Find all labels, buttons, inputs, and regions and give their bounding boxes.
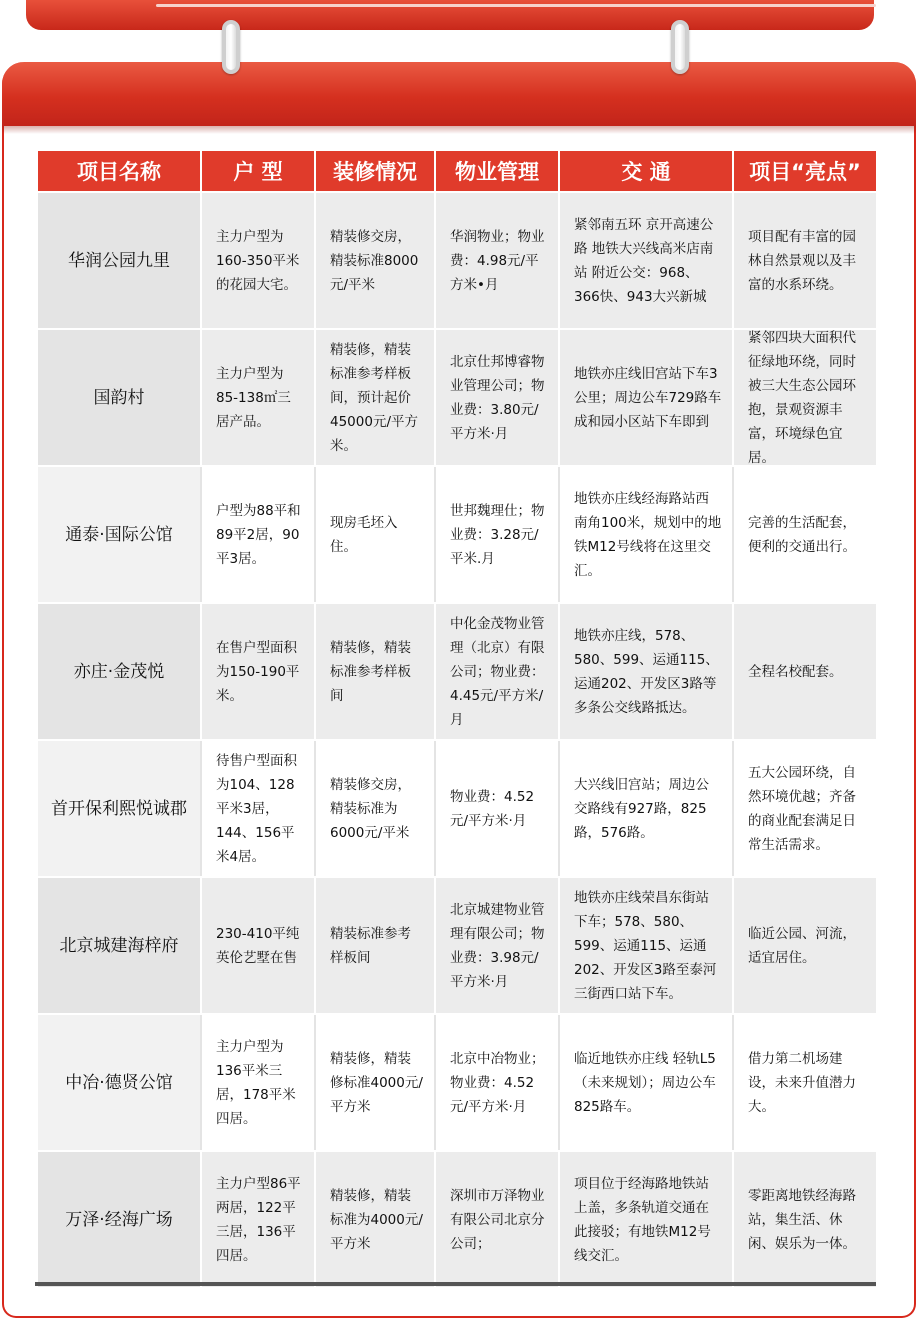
table-row (38, 1013, 876, 1150)
table-bottom-rule (35, 1282, 876, 1286)
hanging-ring-left (222, 20, 240, 74)
cell-highlight: 项目配有丰富的园林自然景观以及丰富的水系环绕。 (748, 228, 856, 293)
cell-decoration: 现房毛坯入住。 (316, 467, 436, 602)
cell-highlight: 五大公园环绕，自然环境优越；齐备的商业配套满足日常生活需求。 (748, 764, 856, 853)
cell-property: 世邦魏理仕；物业费：3.28元/平米.月 (436, 467, 560, 602)
cell-project-name: 华润公园九里 (38, 193, 202, 328)
cell-highlight: 借力第二机场建设，未来升值潜力大。 (748, 1050, 856, 1115)
cell-project-name: 北京城建海梓府 (38, 878, 202, 1013)
cell-decoration: 精装修，精装标准参考样板间，预计起价45000元/平方米。 (316, 330, 436, 465)
cell-decoration: 精装修交房，精装标准8000元/平米 (316, 193, 436, 328)
header-traffic: 交 通 (560, 151, 734, 191)
cell-highlight: 完善的生活配套，便利的交通出行。 (748, 514, 856, 555)
table-row (38, 328, 876, 465)
hanging-bar (26, 0, 874, 30)
cell-project-name: 万泽·经海广场 (38, 1152, 202, 1287)
header-property: 物业管理 (436, 151, 560, 191)
header-project-name: 项目名称 (38, 151, 202, 191)
cell-traffic: 地铁亦庄线荣昌东街站下车；578、580、599、运通115、运通202、开发区3路至泰河三街西口站下车。 (560, 878, 734, 1013)
cell-decoration: 精装修，精装修标准4000元/平方米 (316, 1015, 436, 1150)
cell-decoration: 精装修，精装标准为4000元/平方米 (316, 1152, 436, 1287)
cell-highlight: 全程名校配套。 (748, 663, 843, 680)
table-row (38, 465, 876, 602)
cell-decoration: 精装标准参考样板间 (316, 878, 436, 1013)
board-header-band (2, 62, 916, 126)
header-layout: 户 型 (202, 151, 316, 191)
cell-decoration: 精装修交房，精装标准为6000元/平米 (316, 741, 436, 876)
cell-layout: 户型为88平和89平2居，90平3居。 (202, 467, 316, 602)
cell-traffic: 地铁亦庄线经海路站西南角100米，规划中的地铁M12号线将在这里交汇。 (560, 467, 734, 602)
cell-property: 中化金茂物业管理（北京）有限公司；物业费：4.45元/平方米/月 (436, 604, 560, 739)
cell-layout: 主力户型为160-350平米的花园大宅。 (202, 193, 316, 328)
table-row (38, 191, 876, 328)
cell-traffic: 项目位于经海路地铁站上盖，多条轨道交通在此接驳；有地铁M12号线交汇。 (560, 1152, 734, 1287)
cell-traffic: 地铁亦庄线，578、580、599、运通115、运通202、开发区3路等多条公交线路抵达。 (560, 604, 734, 739)
cell-highlight: 零距离地铁经海路站，集生活、休闲、娱乐为一体。 (748, 1187, 856, 1252)
cell-decoration: 精装修，精装标准参考样板间 (316, 604, 436, 739)
table-row (38, 602, 876, 739)
header-decoration: 装修情况 (316, 151, 436, 191)
cell-layout: 主力户型86平两居，122平三居，136平四居。 (202, 1152, 316, 1287)
cell-property: 华润物业；物业费：4.98元/平方米•月 (436, 193, 560, 328)
cell-project-name: 亦庄·金茂悦 (38, 604, 202, 739)
cell-project-name: 首开保利熙悦诚郡 (38, 741, 202, 876)
cell-highlight: 临近公园、河流，适宜居住。 (748, 925, 856, 966)
cell-project-name: 国韵村 (38, 330, 202, 465)
cell-property: 北京仕邦博睿物业管理公司；物业费：3.80元/平方米·月 (436, 330, 560, 465)
project-table (38, 151, 876, 1287)
cell-project-name: 通泰·国际公馆 (38, 467, 202, 602)
cell-property: 物业费：4.52元/平方米·月 (436, 741, 560, 876)
table-header-row (38, 151, 876, 191)
table-row (38, 739, 876, 876)
cell-layout: 在售户型面积为150-190平米。 (202, 604, 316, 739)
cell-project-name: 中冶·德贤公馆 (38, 1015, 202, 1150)
hanging-bar-highlight (156, 4, 876, 7)
table-row (38, 876, 876, 1013)
cell-traffic: 大兴线旧宫站；周边公交路线有927路，825路，576路。 (560, 741, 734, 876)
cell-property: 北京中冶物业；物业费：4.52元/平方米·月 (436, 1015, 560, 1150)
cell-highlight: 紧邻四块大面积代征绿地环绕，同时被三大生态公园环抱，景观资源丰富，环境绿色宜居。 (748, 329, 856, 466)
hanging-ring-right (671, 20, 689, 74)
cell-layout: 主力户型为136平米三居，178平米四居。 (202, 1015, 316, 1150)
cell-traffic: 紧邻南五环 京开高速公路 地铁大兴线高米店南站 附近公交：968、366快、943大兴新城 (560, 193, 734, 328)
cell-layout: 待售户型面积为104、128平米3居，144、156平米4居。 (202, 741, 316, 876)
cell-layout: 主力户型为85-138㎡三居产品。 (202, 330, 316, 465)
cell-layout: 230-410平纯英伦艺墅在售 (202, 878, 316, 1013)
cell-traffic: 地铁亦庄线旧宫站下车3公里；周边公车729路车成和园小区站下车即到 (560, 330, 734, 465)
cell-traffic: 临近地铁亦庄线 轻轨L5（未来规划）；周边公车825路车。 (560, 1015, 734, 1150)
table-row (38, 1150, 876, 1287)
cell-property: 北京城建物业管理有限公司；物业费：3.98元/平方米·月 (436, 878, 560, 1013)
cell-property: 深圳市万泽物业有限公司北京分公司； (436, 1152, 560, 1287)
header-highlight: 项目“亮点” (749, 160, 861, 184)
